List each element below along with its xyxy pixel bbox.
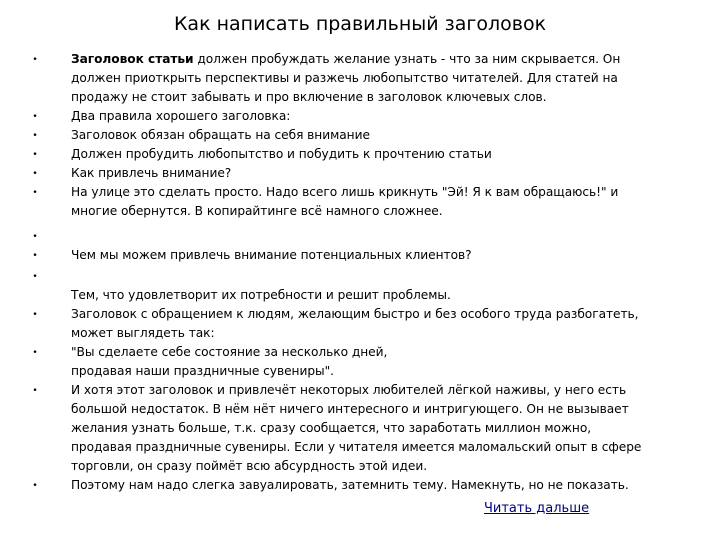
list-item-line: Поэтому нам надо слегка завуалировать, затемнить тему. Намекнуть, но не показать. — [71, 478, 629, 492]
list-item-line: Чем мы можем привлечь внимание потенциальных клиентов? — [71, 248, 472, 262]
list-item-line: может выглядеть так: — [71, 326, 215, 340]
list-item-line: Тем, что удовлетворит их потребности и решит проблемы. — [71, 288, 451, 302]
list-item-line: На улице это сделать просто. Надо всего лишь крикнуть "Эй! Я к вам обращаюсь!" и — [71, 185, 619, 199]
list-item-line: Заголовок статьи должен пробуждать желание узнать - что за ним скрывается. Он — [71, 52, 621, 66]
bullet-icon: • — [32, 272, 38, 282]
lead-text: Заголовок статьи — [71, 52, 194, 66]
list-item-line: И хотя этот заголовок и привлечёт некоторых любителей лёгкой наживы, у него есть — [71, 383, 627, 397]
list-item-line: Два правила хорошего заголовка: — [71, 109, 291, 123]
list-item-line: Как привлечь внимание? — [71, 166, 232, 180]
bullet-icon: • — [32, 348, 38, 358]
bullet-icon: • — [32, 481, 38, 491]
bullet-icon: • — [32, 386, 38, 396]
bullet-icon: • — [32, 188, 38, 198]
bullet-icon: • — [32, 150, 38, 160]
list-item-line: продавая праздничные сувениры. Если у читателя имеется маломальский опыт в сфере — [71, 440, 642, 454]
list-item-line: большой недостаток. В нём нёт ничего интересного и интригующего. Он не вызывает — [71, 402, 629, 416]
bullet-icon: • — [32, 169, 38, 179]
list-item-line: должен приоткрыть перспективы и разжечь любопытство читателей. Для статей на — [71, 71, 618, 85]
list-item-line: торговли, он сразу поймёт всю абсурдность этой идеи. — [71, 459, 428, 473]
read-more-link[interactable]: Читать дальше — [484, 501, 590, 516]
page-title: Как написать правильный заголовок — [173, 13, 547, 35]
list-item-line: "Вы сделаете себе состояние за несколько дней, — [71, 345, 388, 359]
bullet-icon: • — [32, 112, 38, 122]
bullet-icon: • — [32, 251, 38, 261]
list-item-line: Должен пробудить любопытство и побудить к прочтению статьи — [71, 147, 492, 161]
bullet-icon: • — [32, 232, 38, 242]
list-item-line: Заголовок с обращением к людям, желающим быстро и без особого труда разбогатеть, — [71, 307, 639, 321]
list-item-line: желания узнать больше, т.к. сразу сообщается, что заработать миллион можно, — [71, 421, 592, 435]
list-item-line: продажу не стоит забывать и про включение в заголовок ключевых слов. — [71, 90, 547, 104]
list-item-line: многие обернутся. В копирайтинге всё намного сложнее. — [71, 204, 443, 218]
bullet-icon: • — [32, 131, 38, 141]
list-item-line: Заголовок обязан обращать на себя внимание — [71, 128, 370, 142]
bullet-icon: • — [32, 55, 38, 65]
bullet-icon: • — [32, 310, 38, 320]
list-item-line: продавая наши праздничные сувениры". — [71, 364, 334, 378]
